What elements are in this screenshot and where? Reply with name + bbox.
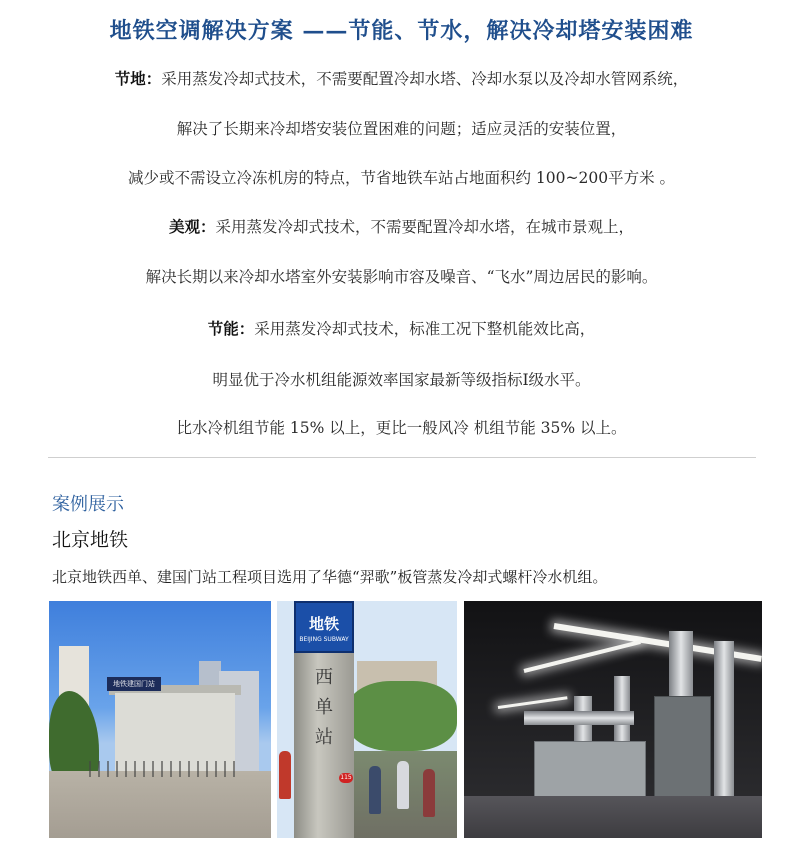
station-char: 西: [315, 667, 333, 688]
page-title: 地铁空调解决方案 ——节能、节水，解决冷却塔安装困难: [109, 18, 694, 44]
case-description: 北京地铁西单、建国门站工程项目选用了华德“羿歌”板管蒸发冷却式螺杆冷水机组。: [52, 568, 608, 586]
paragraph-line-8: [0, 416, 803, 438]
station-name-vertical: [294, 663, 354, 753]
station-char: 单: [315, 697, 333, 718]
subway-sign-subtext: BEIJING SUBWAY: [299, 636, 349, 643]
paragraph-text: 比水冷机组节能 15% 以上，更比一般风冷 机组节能 35% 以上。: [176, 419, 627, 437]
pedestrian: [397, 761, 409, 809]
paragraph-text: 采用蒸发冷却式技术，标准工况下整机能效比高，: [254, 320, 596, 338]
horizontal-pipe: [524, 711, 634, 725]
paragraph-line-7: [0, 368, 803, 390]
control-cabinet: [654, 696, 711, 798]
bicycles: [89, 761, 239, 777]
paragraph-text: 采用蒸发冷却式技术，不需要配置冷却水塔、冷却水泵以及冷却水管网系统，: [161, 70, 689, 88]
label-aesthetics: 美观：: [168, 218, 216, 236]
bus-badge: 115: [340, 774, 352, 781]
trees: [347, 681, 457, 751]
paragraph-line-6: [0, 317, 803, 339]
paragraph-text: 采用蒸发冷却式技术，不需要配置冷却水塔，在城市景观上，: [215, 218, 635, 236]
station-name-chars: [294, 663, 354, 753]
section-divider: [48, 457, 756, 458]
paragraph-line-4: [0, 215, 803, 237]
paragraph-text: 明显优于冷水机组能源效率国家最新等级指标Ⅰ级水平。: [212, 371, 591, 389]
station-entrance-photo: [49, 601, 271, 838]
label-energy-saving: 节能：: [207, 320, 255, 338]
paragraph-text: 解决长期以来冷却水塔室外安装影响市容及噪音、“飞水”周边居民的影响。: [145, 268, 658, 286]
chiller-room-photo: [464, 601, 762, 838]
label-land-saving: 节地：: [114, 70, 162, 88]
subway-logo-sign: [294, 601, 354, 653]
pedestrian: [369, 766, 381, 814]
pedestrian: [279, 751, 291, 799]
chiller-unit: [534, 741, 646, 798]
paragraph-text: 解决了长期来冷却塔安装位置困难的问题；适应灵活的安装位置，: [176, 120, 627, 138]
paragraph-line-5: [0, 265, 803, 287]
floor: [464, 796, 762, 838]
case-section-title: 案例展示: [52, 494, 124, 515]
pedestrian: [423, 769, 435, 817]
paragraph-line-2: [0, 117, 803, 139]
vertical-pipe: [714, 641, 734, 801]
xidan-sign-photo: [277, 601, 457, 838]
paragraph-line-1: [0, 67, 803, 89]
case-city-heading: 北京地铁: [52, 529, 129, 551]
subway-sign-text: 地铁: [308, 615, 339, 633]
pavement: [49, 771, 271, 838]
paragraph-text: 减少或不需设立冷冻机房的特点，节省地铁车站占地面积约 100~200平方米 。: [127, 169, 675, 187]
station-char: 站: [315, 727, 333, 748]
paragraph-line-3: [0, 166, 803, 188]
station-sign: 地铁建国门站: [107, 677, 161, 691]
